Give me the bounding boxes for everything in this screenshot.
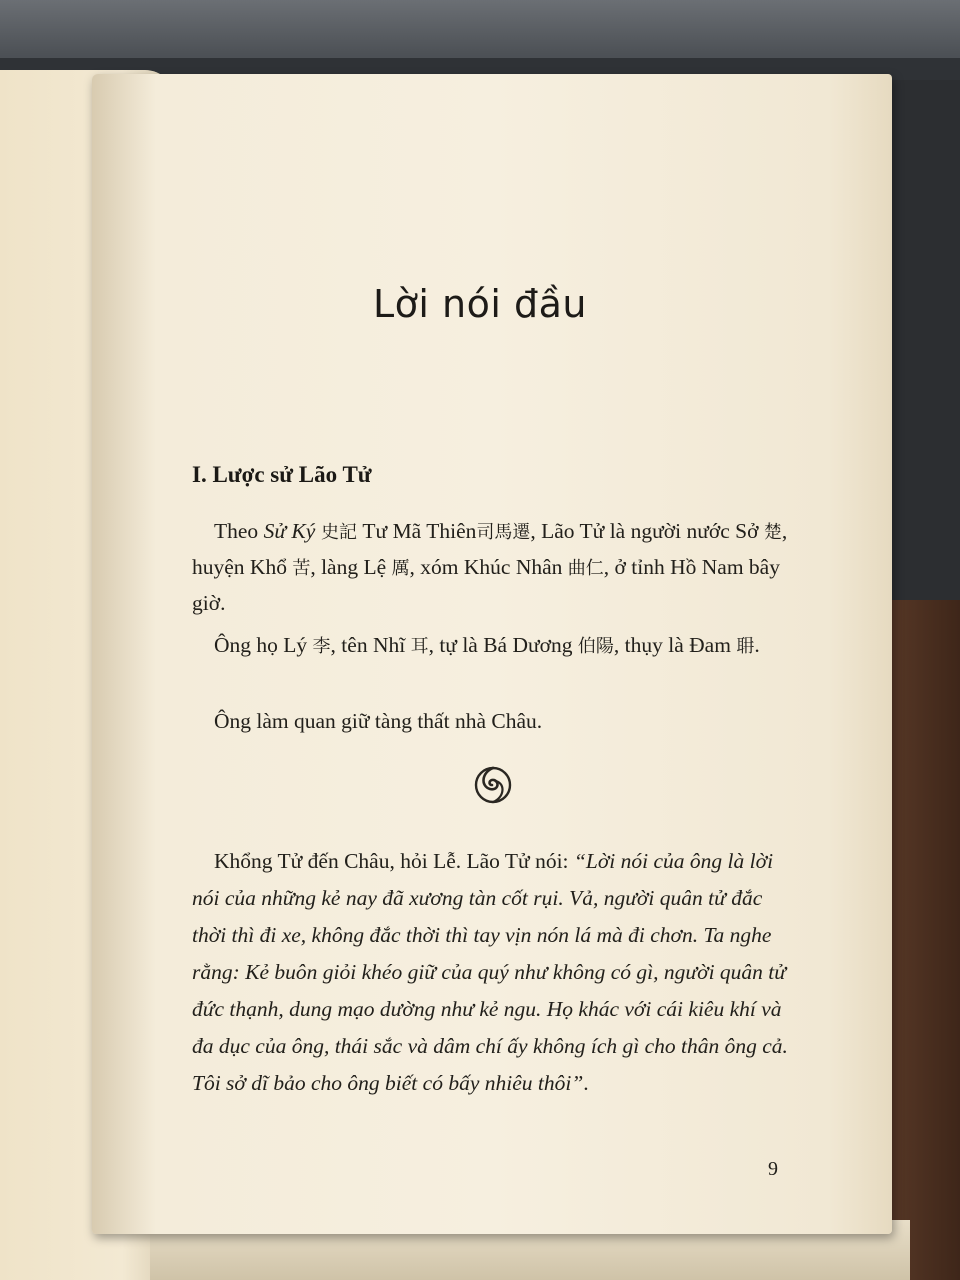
paragraph-4 — [192, 843, 790, 1102]
background-dark-area — [890, 80, 960, 600]
p1-han-3: 楚 — [763, 522, 782, 543]
p1-text-g: , ở tỉnh Hồ Nam bây giờ. — [192, 555, 780, 615]
p2-text-b: , tên Nhĩ — [330, 633, 411, 657]
p2-han-4: 耼 — [736, 636, 755, 657]
section-heading: I. Lược sử Lão Tử — [192, 462, 372, 487]
page-title: Lời nói đầu — [372, 282, 588, 326]
p4-text-a: Khổng Tử đến Châu, hỏi Lễ. Lão Tử nói: — [214, 849, 574, 873]
p1-text-b: Tư Mã Thiên — [357, 519, 477, 543]
p2-text-a: Ông họ Lý — [214, 633, 313, 657]
p2-han-2: 耳 — [410, 636, 429, 657]
p1-han-1: 史記 — [315, 522, 358, 543]
p1-han-4: 苦 — [292, 558, 311, 579]
p1-han-2: 司馬遷 — [476, 522, 531, 543]
p4-text-b: . — [583, 1071, 589, 1095]
p2-han-1: 李 — [312, 636, 331, 657]
p2-text-e: . — [754, 633, 760, 657]
p1-han-6: 曲仁 — [567, 558, 604, 579]
swirl-ornament-icon — [470, 762, 516, 808]
p4-quote: “Lời nói của ông là lời nói của những kẻ nay đã xương tàn cốt rụi. Vả, người quân tử đắc thời thì đi xe, không đắc thời thì tay vịn nón lá mà đi chơn. Ta nghe rằng: Kẻ buôn giỏi khéo giữ của quý như không có gì, người quân tử đức thạnh, dung mạo dường như kẻ ngu. Họ khác với cái kiêu khí và đa dục của ông, thái sắc và dâm chí ấy không ích gì cho thân ông cả. Tôi sở dĩ bảo cho ông biết có bấy nhiêu thôi” — [192, 849, 788, 1095]
wooden-desk — [880, 600, 960, 1280]
paragraph-1 — [192, 514, 790, 620]
p1-text-e: , làng Lệ — [310, 555, 392, 579]
p2-text-d: , thụy là Đam — [613, 633, 737, 657]
paragraph-2 — [192, 628, 790, 664]
p1-text-c: , Lão Tử là người nước Sở — [530, 519, 764, 543]
p1-text-f: , xóm Khúc Nhân — [409, 555, 568, 579]
p1-text-d: , huyện Khổ — [192, 519, 788, 579]
page-number: 9 — [768, 1158, 778, 1180]
p1-han-5: 厲 — [391, 558, 410, 579]
p2-han-3: 伯陽 — [577, 636, 614, 657]
p1-text-a: Theo — [214, 519, 264, 543]
p2-text-c: , tự là Bá Dương — [428, 633, 578, 657]
p1-book-title: Sử Ký — [263, 519, 316, 543]
paragraph-3: Ông làm quan giữ tàng thất nhà Châu. — [214, 709, 543, 733]
